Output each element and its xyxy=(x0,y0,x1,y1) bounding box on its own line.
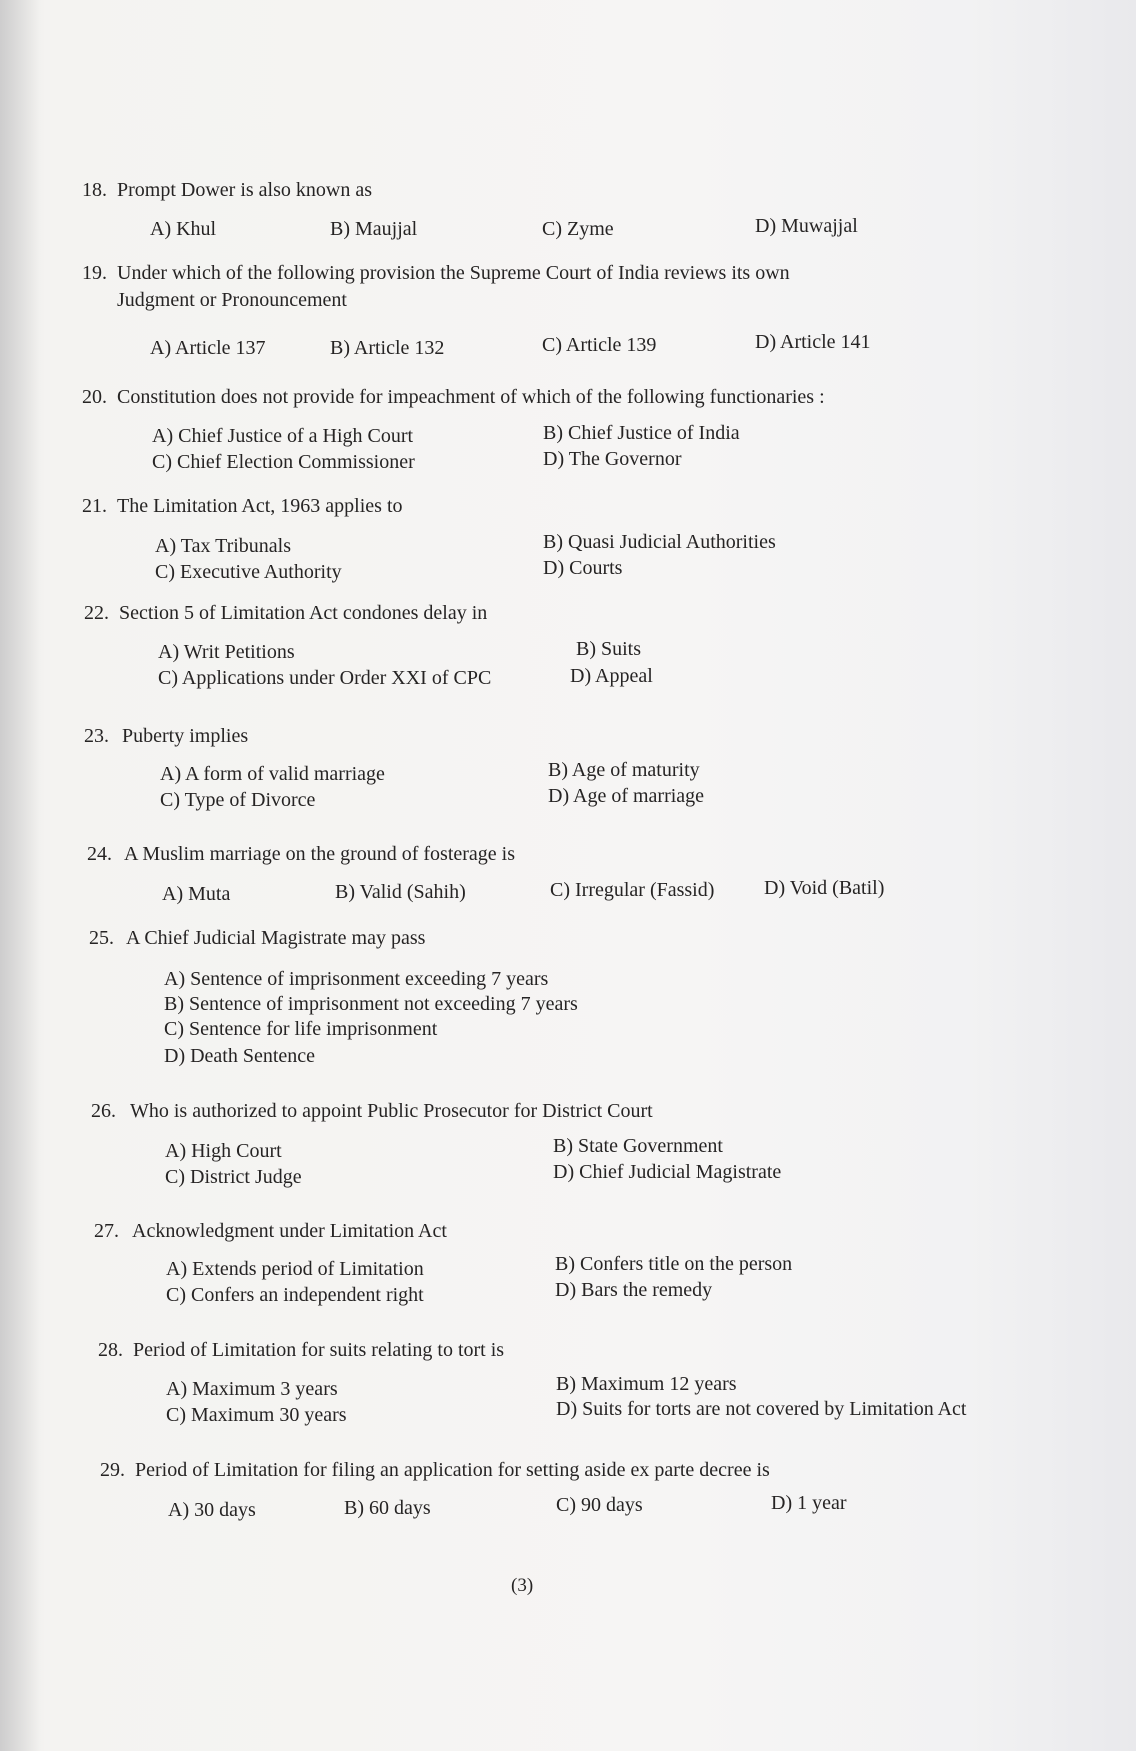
option-c: C) District Judge xyxy=(165,1166,302,1188)
option-d: D) Suits for torts are not covered by Limitation Act xyxy=(556,1398,967,1420)
option-c: C) Maximum 30 years xyxy=(166,1404,347,1426)
option-c: C) Executive Authority xyxy=(155,561,342,583)
option-b: B) Sentence of imprisonment not exceeding 7 years xyxy=(164,993,578,1015)
option-d: D) 1 year xyxy=(771,1492,847,1514)
option-c: C) Confers an independent right xyxy=(166,1284,424,1306)
question-text: A Muslim marriage on the ground of fosterage is xyxy=(124,843,516,865)
option-c: C) Article 139 xyxy=(542,334,657,356)
option-a: A) A form of valid marriage xyxy=(160,763,385,785)
option-b: B) Suits xyxy=(576,638,642,660)
option-a: A) Tax Tribunals xyxy=(155,535,292,557)
option-a: A) Article 137 xyxy=(150,337,266,359)
question-number: 21. xyxy=(82,495,107,517)
option-a: A) Writ Petitions xyxy=(158,641,295,663)
question-number: 26. xyxy=(91,1100,116,1122)
option-d: D) Void (Batil) xyxy=(764,877,885,899)
question-text: Acknowledgment under Limitation Act xyxy=(132,1220,447,1242)
question-number: 18. xyxy=(82,179,107,201)
question-number: 29. xyxy=(100,1459,125,1481)
option-d: D) Age of marriage xyxy=(548,785,705,807)
question-text: The Limitation Act, 1963 applies to xyxy=(117,495,403,517)
option-b: B) Valid (Sahih) xyxy=(335,881,466,903)
option-d: D) Death Sentence xyxy=(164,1045,316,1067)
question-number: 27. xyxy=(94,1220,119,1242)
option-b: B) Age of maturity xyxy=(548,759,700,781)
question-text: A Chief Judicial Magistrate may pass xyxy=(126,927,426,949)
option-a: A) Muta xyxy=(162,883,231,905)
question-text: Period of Limitation for suits relating to tort is xyxy=(133,1339,505,1361)
question-text: Who is authorized to appoint Public Prosecutor for District Court xyxy=(130,1100,653,1122)
option-c: C) Zyme xyxy=(542,218,614,240)
page-shadow xyxy=(0,0,40,1751)
question-text: Constitution does not provide for impeachment of which of the following functionaries : xyxy=(117,386,825,408)
option-c: C) Chief Election Commissioner xyxy=(152,451,415,473)
option-b: B) 60 days xyxy=(344,1497,431,1519)
option-b: B) Chief Justice of India xyxy=(543,422,740,444)
option-b: B) Article 132 xyxy=(330,337,445,359)
option-a: A) Chief Justice of a High Court xyxy=(152,425,414,447)
option-d: D) Courts xyxy=(543,557,623,579)
option-b: B) State Government xyxy=(553,1135,723,1157)
option-d: D) Article 141 xyxy=(755,331,871,353)
option-d: D) Muwajjal xyxy=(755,215,858,237)
option-b: B) Maximum 12 years xyxy=(556,1373,737,1395)
question-number: 24. xyxy=(87,843,112,865)
option-b: B) Maujjal xyxy=(330,218,418,240)
option-a: A) Khul xyxy=(150,218,217,240)
question-number: 28. xyxy=(98,1339,123,1361)
question-number: 20. xyxy=(82,386,107,408)
option-b: B) Confers title on the person xyxy=(555,1253,793,1275)
question-text: Section 5 of Limitation Act condones delay in xyxy=(119,602,488,624)
option-a: A) High Court xyxy=(165,1140,282,1162)
question-text: Period of Limitation for filing an application for setting aside ex parte decree is xyxy=(135,1459,770,1481)
question-number: 25. xyxy=(89,927,114,949)
option-c: C) Sentence for life imprisonment xyxy=(164,1018,438,1040)
option-c: C) 90 days xyxy=(556,1494,643,1516)
option-d: D) Bars the remedy xyxy=(555,1279,713,1301)
question-text-line-1: Under which of the following provision the Supreme Court of India reviews its own xyxy=(117,262,790,284)
option-c: C) Type of Divorce xyxy=(160,789,316,811)
option-c: C) Applications under Order XXI of CPC xyxy=(158,667,492,689)
option-a: A) Sentence of imprisonment exceeding 7 years xyxy=(164,968,549,990)
question-text-line-2: Judgment or Pronouncement xyxy=(117,289,347,311)
option-c: C) Irregular (Fassid) xyxy=(550,879,715,901)
option-d: D) Appeal xyxy=(570,665,653,687)
question-number: 19. xyxy=(82,262,107,284)
option-b: B) Quasi Judicial Authorities xyxy=(543,531,776,553)
option-a: A) 30 days xyxy=(168,1499,256,1521)
option-d: D) Chief Judicial Magistrate xyxy=(553,1161,782,1183)
option-a: A) Extends period of Limitation xyxy=(166,1258,424,1280)
page-number: (3) xyxy=(511,1575,534,1596)
question-number: 22. xyxy=(84,602,109,624)
question-text: Puberty implies xyxy=(122,725,249,747)
question-number: 23. xyxy=(84,725,109,747)
option-d: D) The Governor xyxy=(543,448,682,470)
option-a: A) Maximum 3 years xyxy=(166,1378,338,1400)
question-text: Prompt Dower is also known as xyxy=(117,179,372,201)
